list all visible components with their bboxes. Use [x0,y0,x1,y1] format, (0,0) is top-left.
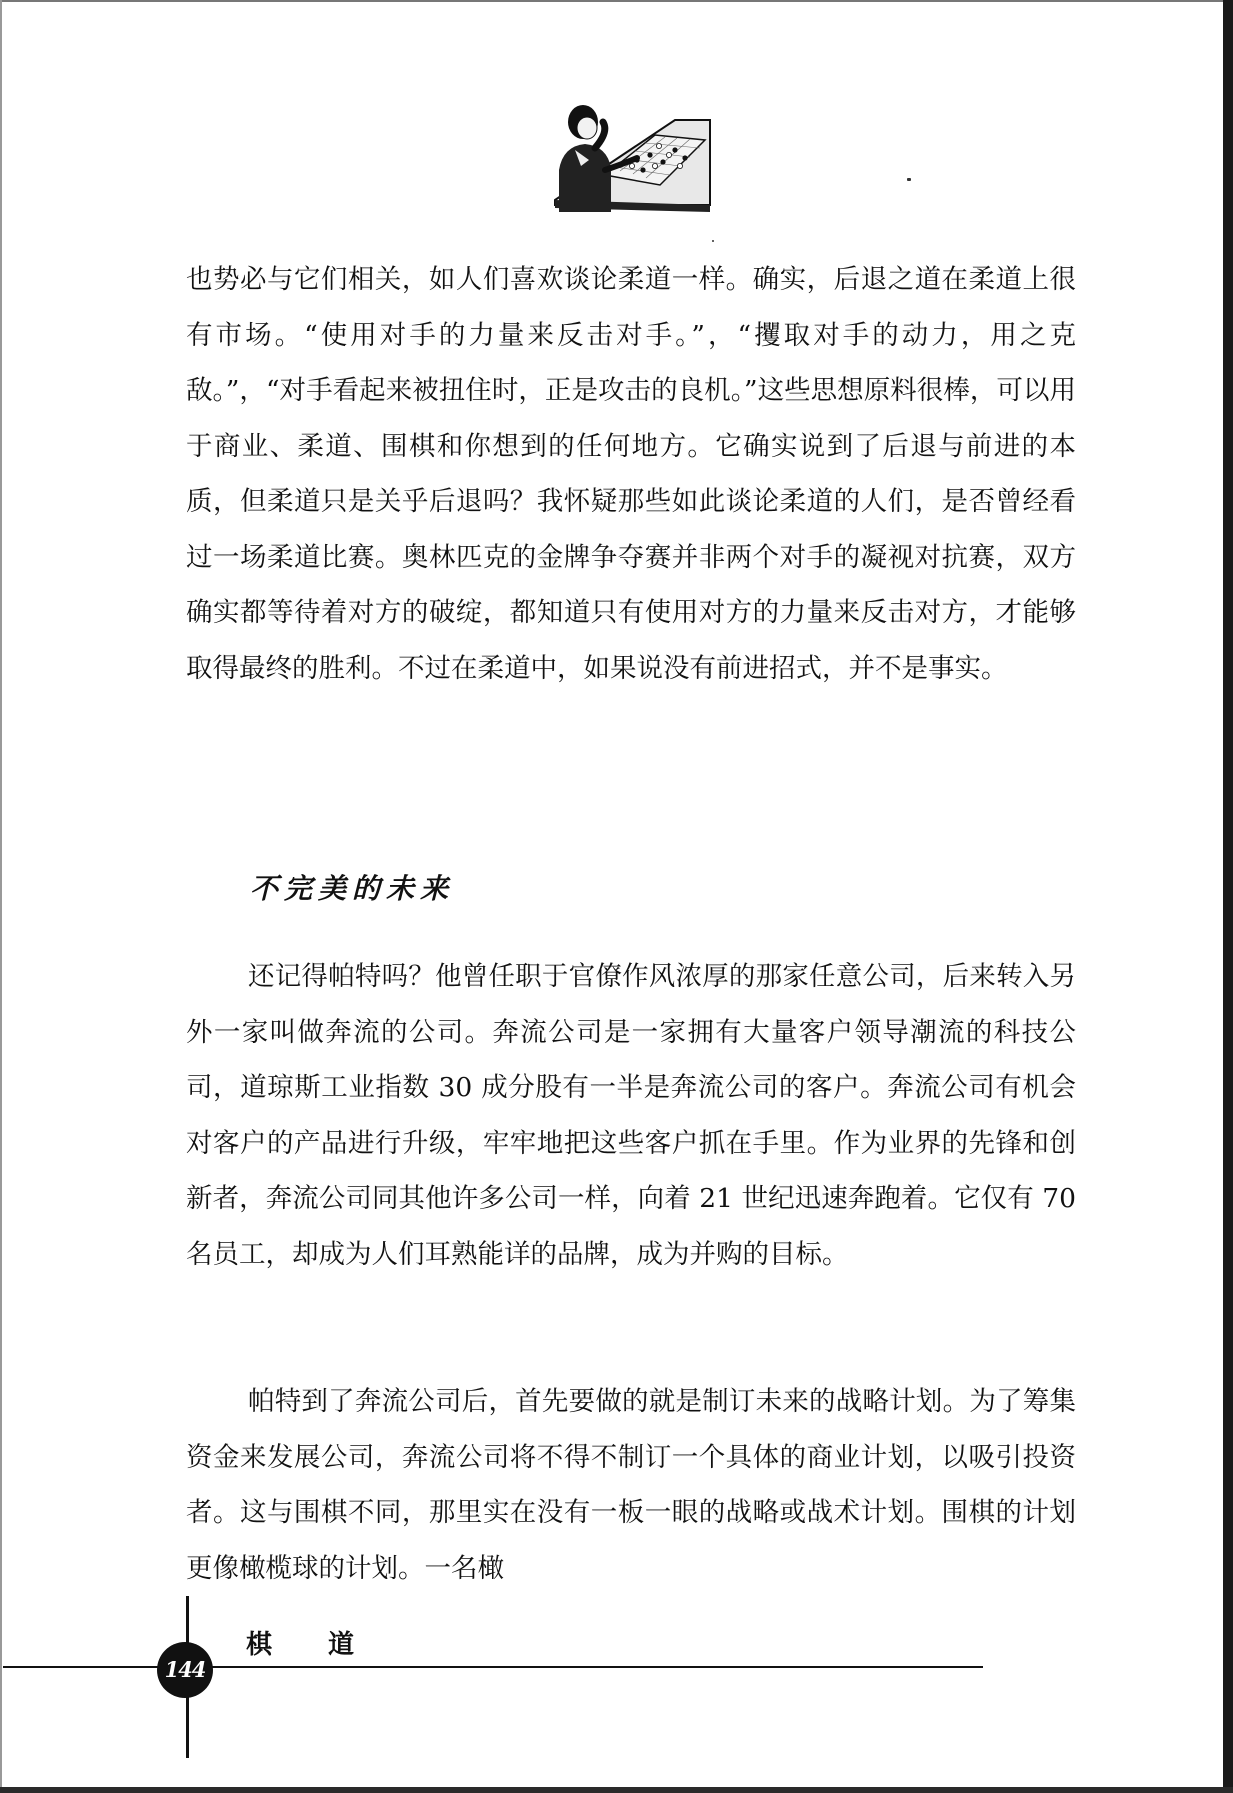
scan-speck [907,178,911,181]
footer-horizontal-rule [3,1666,983,1668]
paragraph-3: 帕特到了奔流公司后，首先要做的就是制订未来的战略计划。为了筹集资金来发展公司，奔流公司将不得不制订一个具体的商业计划，以吸引投资者。这与围棋不同，那里实在没有一板一眼的战略或战术计划。围棋的计划更像橄榄球的计划。一名橄 [186,1386,1076,1584]
scan-border-right [1223,0,1233,1793]
paragraph-1: 也势必与它们相关，如人们喜欢谈论柔道一样。确实，后退之道在柔道上很有市场。“使用对手的力量来反击对手。”，“攫取对手的动力，用之克敌。”，“对手看起来被扭住时，正是攻击的良机。”这些思想原料很棒，可以用于商业、柔道、围棋和你想到的任何地方。它确实说到了后退与前进的本质，但柔道只是关乎后退吗？我怀疑那些如此谈论柔道的人们，是否曾经看过一场柔道比赛。奥林匹克的金牌争夺赛并非两个对手的凝视对抗赛，双方确实都等待着对方的破绽，都知道只有使用对方的力量来反击对方，才能够取得最终的胜利。不过在柔道中，如果说没有前进招式，并不是事实。 [186,264,1076,684]
scan-speck [712,240,714,242]
section-title: 不完美的未来 [250,872,455,905]
scan-border-top [0,0,1233,2]
paragraph-2: 还记得帕特吗？他曾任职于官僚作风浓厚的那家任意公司，后来转入另外一家叫做奔流的公司。奔流公司是一家拥有大量客户领导潮流的科技公司，道琼斯工业指数 30 成分股有一半是奔流公司的客户。奔流公司有机会对客户的产品进行升级，牢牢地把这些客户抓在手里。作为业界的先锋和创新者，奔流公司同其他许多公司一样，向着 21 世纪迅速奔跑着。它仅有 70 名员工，却成为人们耳熟能详的品牌，成为并购的目标。 [186,961,1076,1270]
scan-border-left [0,0,2,1793]
go-player-illustration [545,100,730,212]
page-number-badge: 144 [157,1642,213,1698]
running-head-book-title: 棋道 [246,1630,411,1660]
scan-border-bottom [0,1787,1233,1793]
